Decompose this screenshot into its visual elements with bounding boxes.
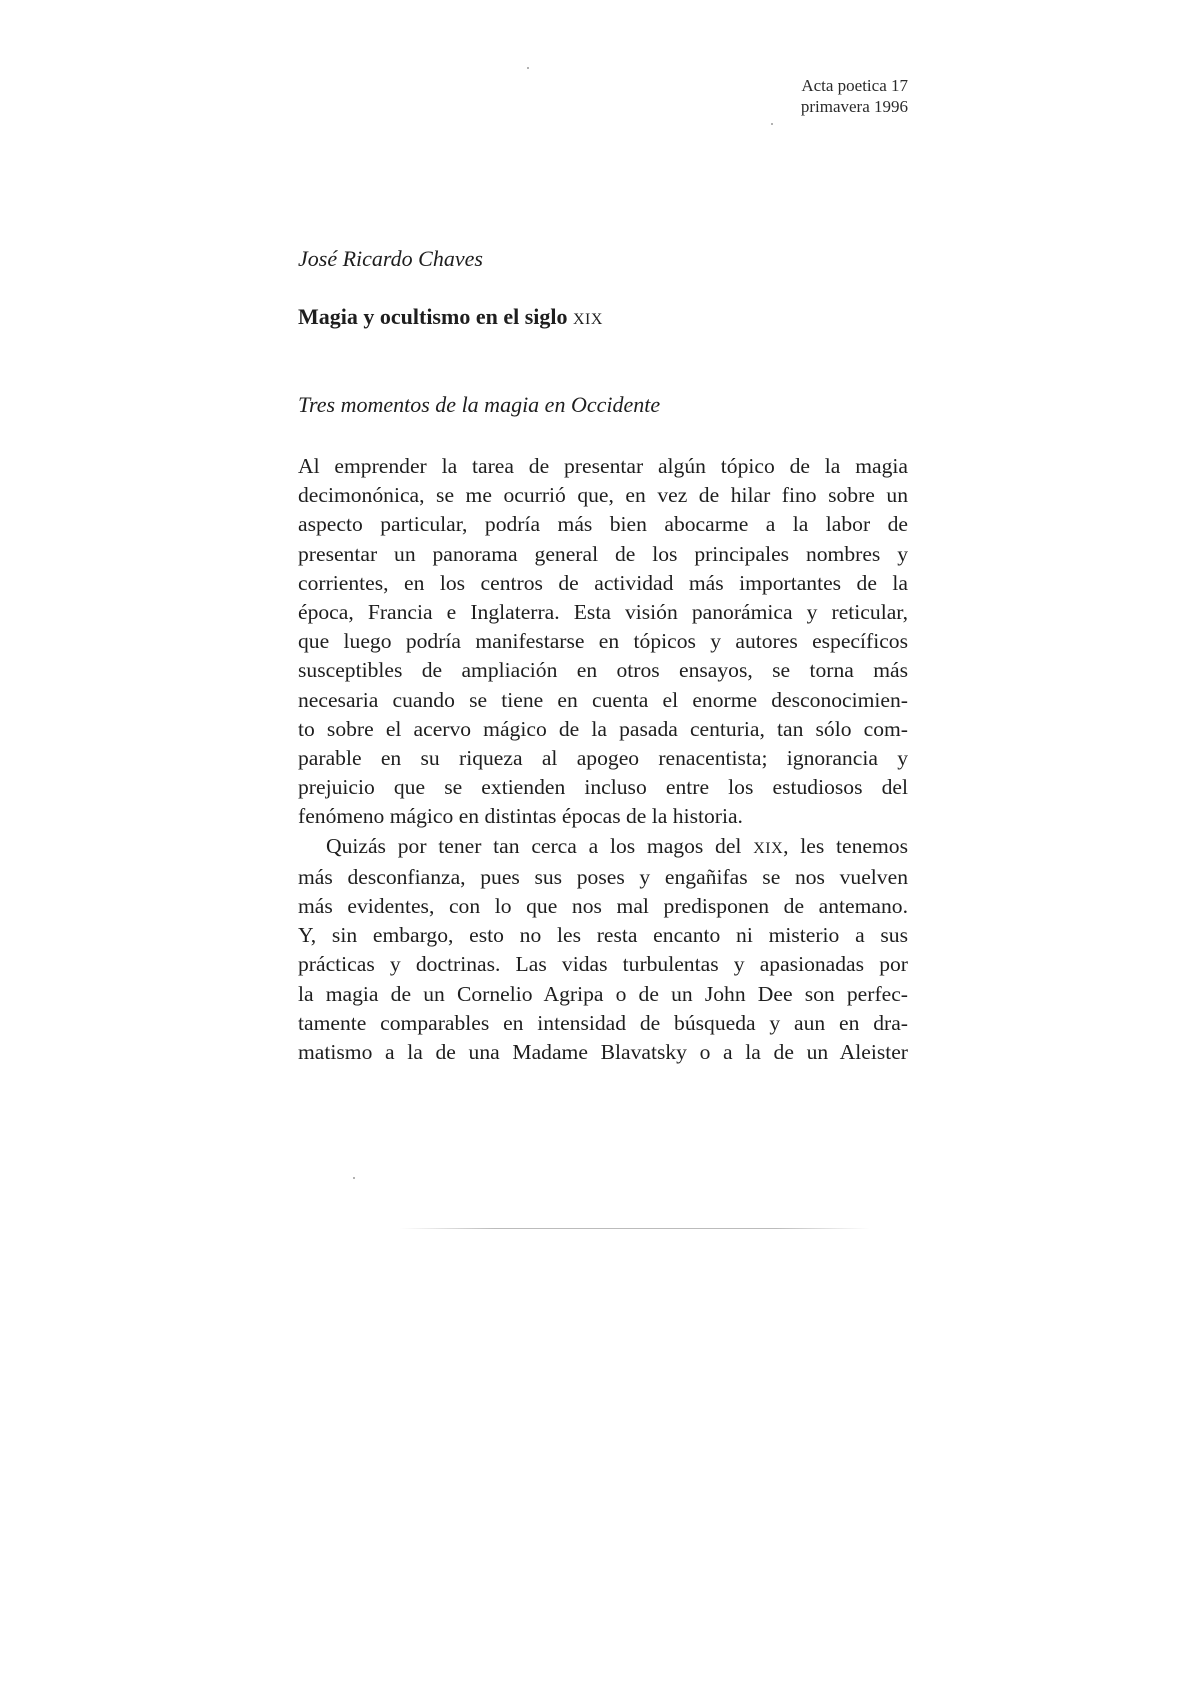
section-heading: Tres momentos de la magia en Occidente xyxy=(298,392,661,417)
paragraph-2-end: , les tenemos xyxy=(783,833,908,858)
scan-speck xyxy=(771,123,773,125)
paragraph-1-line: época, Francia e Inglaterra. Esta visión panorámica y reticular, xyxy=(298,600,908,625)
journal-season: primavera 1996 xyxy=(800,97,908,116)
paragraph-1-line: parable en su riqueza al apogeo renacentista; ignorancia y xyxy=(298,746,908,771)
paragraph-1-line: Al emprender la tarea de presentar algún tópico de la magia xyxy=(298,454,908,478)
paragraph-1-line: prejuicio que se extienden incluso entre los estudiosos del xyxy=(298,775,908,800)
paragraph-1-line: que luego podría manifestarse en tópicos y autores específicos xyxy=(298,629,908,654)
paragraph-2-line: Y, sin embargo, esto no les resta encanto ni misterio a sus xyxy=(298,923,908,948)
paragraph-2-century: XIX xyxy=(753,839,784,857)
paragraph-1-line: fenómeno mágico en distintas épocas de la historia. xyxy=(298,804,743,829)
paragraph-2-line: la magia de un Cornelio Agripa o de un John Dee son perfec- xyxy=(298,981,908,1006)
scan-line xyxy=(400,1228,870,1229)
body-text xyxy=(298,452,908,1067)
paragraph-2-line: prácticas y doctrinas. Las vidas turbulentas y apasionadas por xyxy=(298,952,908,977)
journal-info xyxy=(801,75,908,117)
paragraph-1-line: aspecto particular, podría más bien abocarme a la labor de xyxy=(298,512,908,537)
scan-speck xyxy=(527,67,529,69)
paragraph-1-line: to sobre el acervo mágico de la pasada centuria, tan sólo com- xyxy=(298,716,908,741)
article-title-main: Magia y ocultismo en el siglo xyxy=(298,304,573,329)
paragraph-1-line: susceptibles de ampliación en otros ensayos, se torna más xyxy=(298,658,908,683)
journal-issue: Acta poetica 17 xyxy=(801,76,908,95)
paragraph-2-line: más evidentes, con lo que nos mal predisponen de antemano. xyxy=(298,894,908,919)
paragraph-2-line: más desconfianza, pues sus poses y engañifas se nos vuelven xyxy=(298,864,908,889)
article-title xyxy=(298,304,603,330)
paragraph-2-start: Quizás por tener tan cerca a los magos del xyxy=(326,833,754,858)
paragraph-1-line: decimonónica, se me ocurrió que, en vez de hilar fino sobre un xyxy=(298,483,908,508)
paragraph-2-line: tamente comparables en intensidad de búsqueda y aun en dra- xyxy=(298,1010,908,1035)
author-name: José Ricardo Chaves xyxy=(298,246,483,271)
paragraph-1-line: presentar un panorama general de los principales nombres y xyxy=(298,541,908,566)
paragraph-1-line: corrientes, en los centros de actividad más importantes de la xyxy=(298,570,908,595)
scan-speck xyxy=(353,1177,355,1179)
paragraph-2-first-line xyxy=(298,832,908,863)
article-title-century: XIX xyxy=(572,311,603,328)
paragraph-1-line: necesaria cuando se tiene en cuenta el enorme desconocimien- xyxy=(298,687,908,712)
paragraph-2-line: matismo a la de una Madame Blavatsky o a la de un Aleister xyxy=(298,1040,908,1065)
